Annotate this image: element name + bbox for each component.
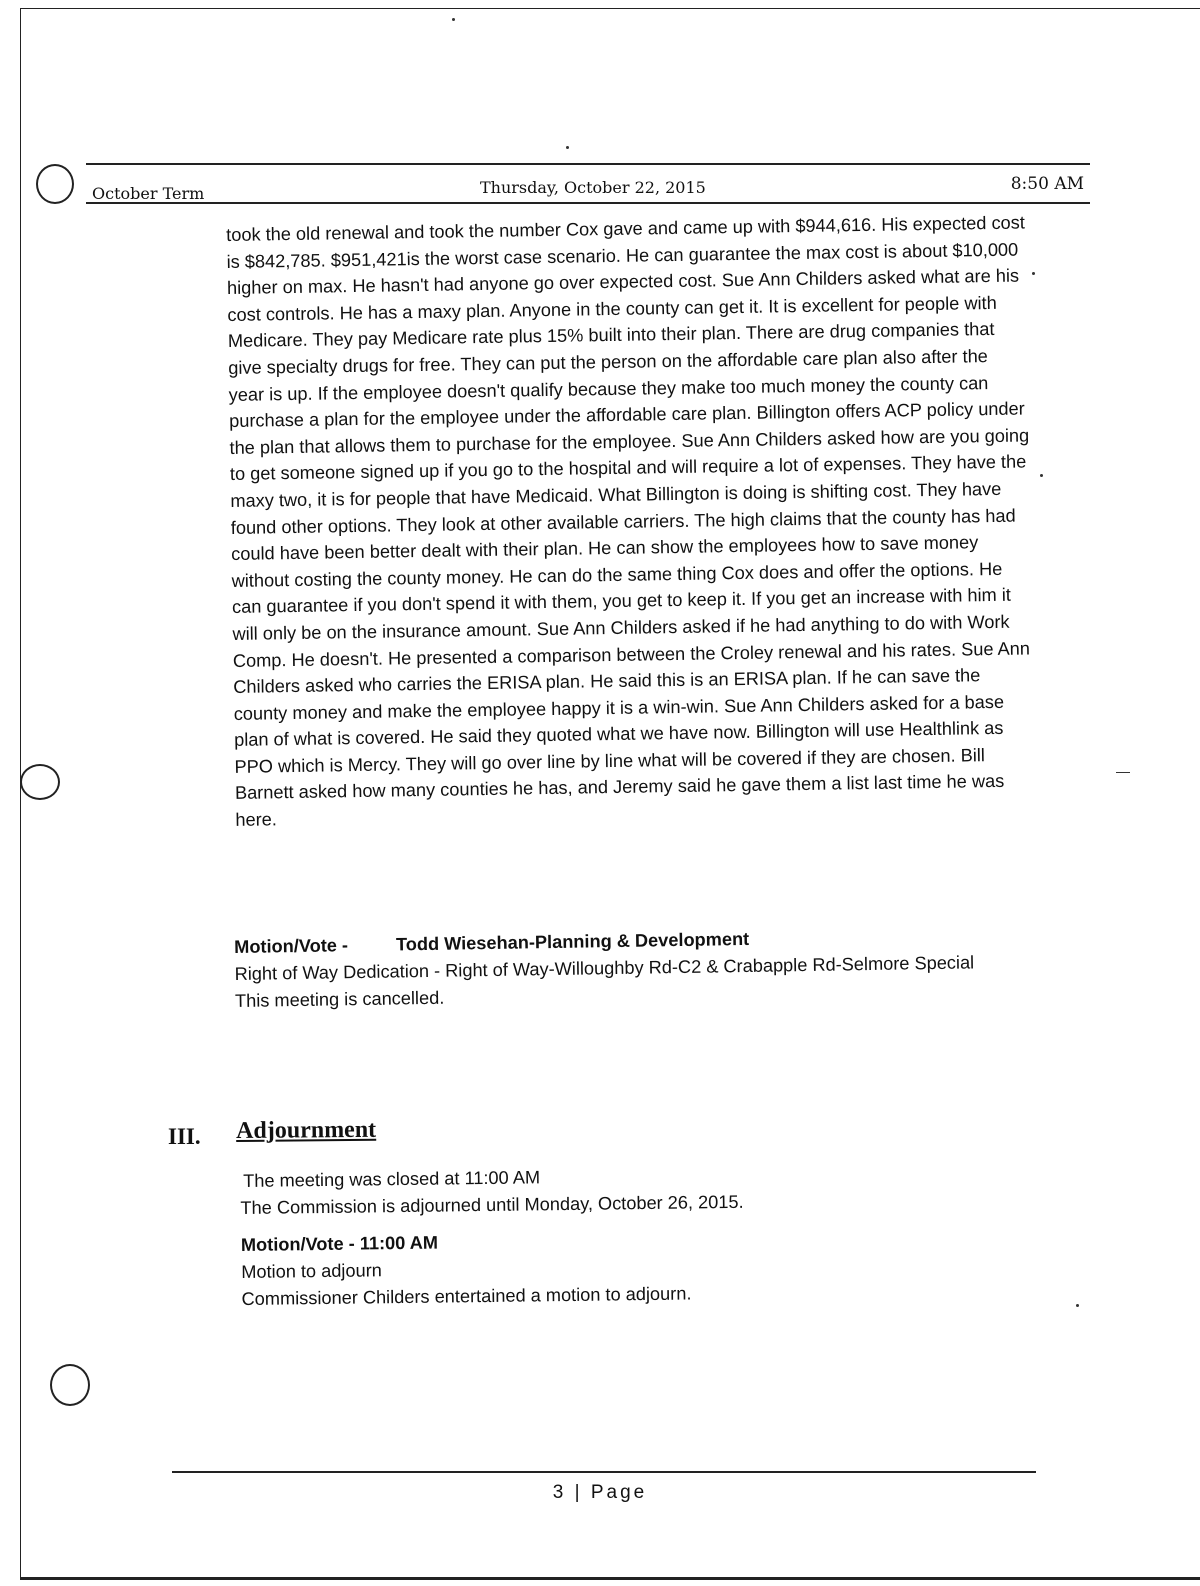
motion-status: This meeting is cancelled. [234, 987, 445, 1011]
scan-speck [1032, 272, 1035, 275]
header-time: 8:50 AM [1010, 174, 1084, 194]
motion-label: Motion/Vote - [234, 935, 349, 957]
adjournment-block [240, 1159, 942, 1313]
motion-speaker: Todd Wiesehan-Planning & Development [395, 928, 750, 955]
scan-edge-left [20, 8, 21, 1578]
motion-block [234, 922, 1015, 1015]
header-term: October Term [92, 184, 205, 203]
scan-edge-bottom [20, 1577, 1200, 1580]
section-title: Adjournment [236, 1116, 377, 1144]
binder-hole-icon [36, 164, 74, 204]
section-number: III. [168, 1124, 201, 1149]
footer-rule [172, 1471, 1036, 1473]
scan-edge-top [20, 8, 1200, 9]
meeting-closed-text: The meeting was closed at 11:00 AM [243, 1167, 541, 1191]
scan-speck [566, 146, 569, 149]
adjourned-until-text: The Commission is adjourned until Monday, October 26, 2015. [240, 1191, 744, 1218]
page-number: 3 | Page [552, 1482, 648, 1503]
header-date: Thursday, October 22, 2015 [480, 178, 706, 197]
adjourn-motion-text: Commissioner Childers entertained a motion to adjourn. [241, 1283, 692, 1309]
scan-speck [452, 18, 455, 21]
minutes-paragraph: took the old renewal and took the number Cox gave and came up with $944,616. His expected cost is $842,785. $951,421is the worst case scenario. He can guarantee the max cost is about $10,000 higher on max. He hasn't had anyone go over expected cost. Sue Ann Childers asked what are his cost controls. He has a maxy plan. Anyone in the county can get it. It is excellent for people with Medicare. They pay Medicare rate plus 15% built into their plan. There are drug companies that give specialty drugs for free. They can put the person on the affordable care plan also after the year is up. If the employee doesn't qualify because they make too much money the county can purchase a plan for the employee under the affordable care plan. Billington offers ACP policy under the plan that allows them to purchase for the employee. Sue Ann Childers asked how are you going to get someone signed up if you go to the hospital and will require a lot of expenses. They have the maxy two, it is for people that have Medicaid. What Billington is doing is shifting cost. They have found other options. They look at other available carriers. The high claims that the county has had could have been better dealt with their plan. He can show the employees how to save money without costing the county money. He can do the same thing Cox does and offer the options. He can guarantee if you don't spend it with them, you get to keep it. If you get an increase with him it will only be on the insurance amount. Sue Ann Childers asked if he had anything to do with Work Comp. He doesn't. He presented a comparison between the Croley renewal and his rates. Sue Ann Childers asked who carries the ERISA plan. He said this is an ERISA plan. If he can save the county money and make the employee happy it is a win-win. Sue Ann Childers asked for a base plan of what is covered. He said they quoted what we have now. Billington will use Healthlink as PPO which is Mercy. They will go over line by line what will be covered if they are chosen. Bill Barnett asked how many counties he has, and Jeremy said he gave them a list last time he was here. [226, 212, 1031, 830]
adjourn-motion-title: Motion to adjourn [241, 1260, 382, 1282]
adjourn-motion-label: Motion/Vote - 11:00 AM [240, 1232, 439, 1255]
binder-hole-icon [50, 1364, 90, 1406]
header-rule [86, 163, 1090, 165]
header-rule [86, 202, 1090, 204]
scan-speck [1040, 474, 1043, 477]
binder-hole-icon [20, 764, 60, 800]
scan-speck [1076, 1304, 1079, 1307]
scan-speck [1116, 772, 1130, 773]
motion-subject: Right of Way Dedication - Right of Way-Willoughby Rd-C2 & Crabapple Rd-Selmore Special [234, 952, 975, 984]
